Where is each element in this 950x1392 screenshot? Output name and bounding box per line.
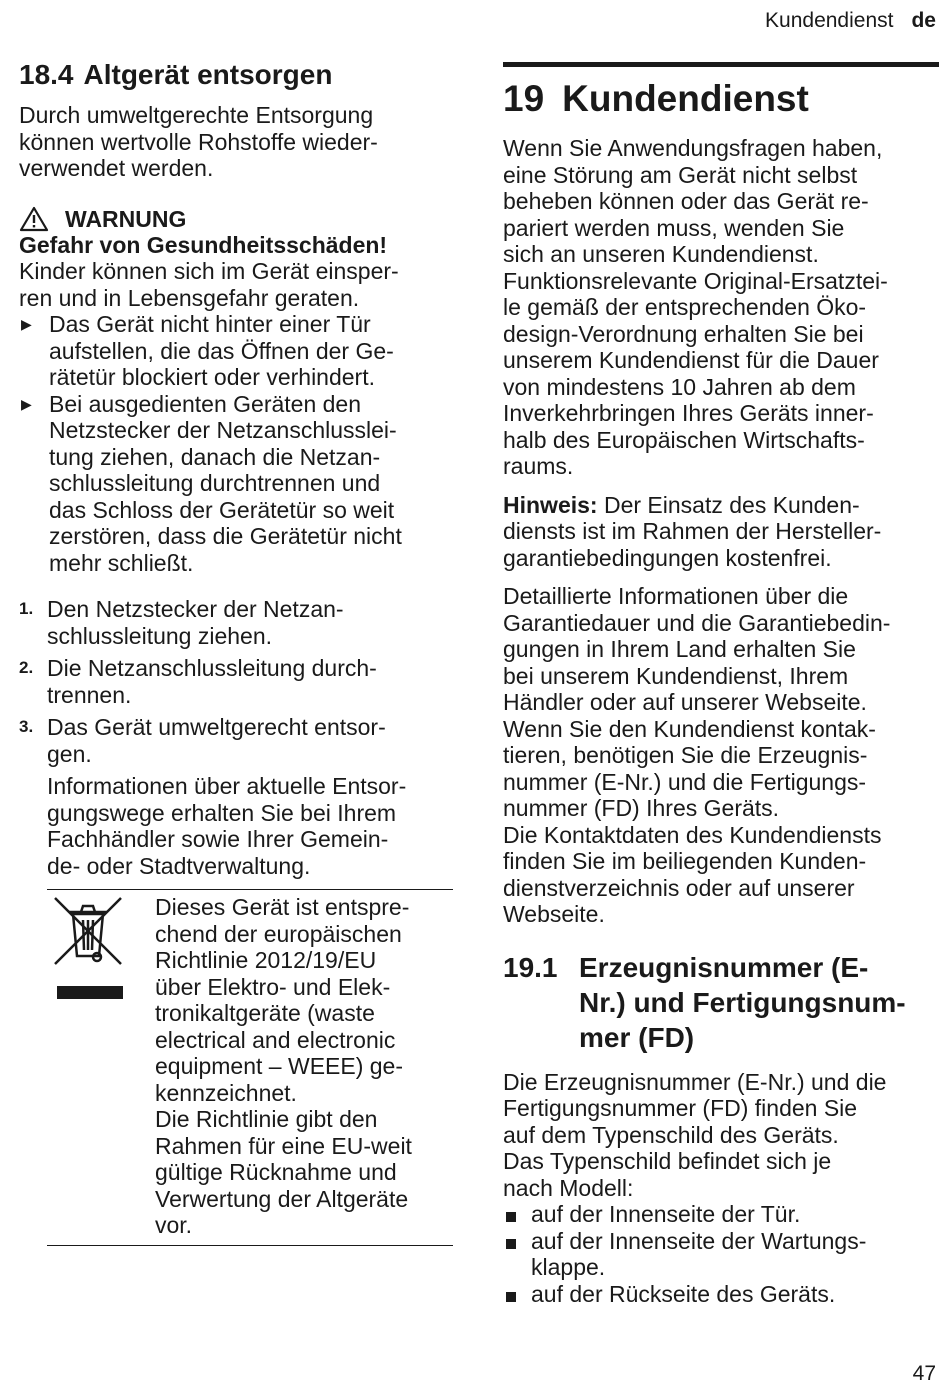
subsection-number: 19.1 [503,951,558,983]
section-heading-18-4 [19,58,457,92]
hint-paragraph: Hinweis: Der Einsatz des Kunden- diensts ist im Rahmen der Hersteller- garantiebedingungen kostenfrei. [503,491,882,571]
running-header [765,8,936,34]
crossed-bin-icon [47,894,127,1006]
right-column [503,62,939,1307]
warning-text: Kinder können sich im Gerät einsper- ren und in Lebensgefahr geraten. [19,258,399,311]
warning-label: WARNUNG [65,205,187,232]
section-number: 18.4 [19,59,74,90]
weee-text: Dieses Gerät ist entspre- chend der europäischen Richtlinie 2012/19/EU über Elektro- und Elek- tronikaltgeräte (waste electrical and electronic equipment – WEEE) ge- kennzeichnet. Die Richtlinie gibt den Rahmen für eine EU-weit gültige Rücknahme und Verwertung der Altgeräte vor. [155,894,412,1238]
hint-label: Hinweis: [503,491,598,518]
header-section: Kundendienst [765,9,894,32]
service-paragraph: Wenn Sie Anwendungsfragen haben, eine Störung am Gerät nicht selbst beheben können oder das Gerät re- pariert werden muss, wenden Sie sich an unseren Kundendienst. Funktionsrelevante Original-Ersatztei- le gemäß der entsprechenden Öko- design-Verordnung erhalten Sie bei unserem Kundendienst für die Dauer von mindestens 10 Jahren ab dem Inverkehrbringen Ihres Geräts inner- halb des Europäischen Wirtschafts- raums. [503,135,888,479]
details-paragraph: Detaillierte Informationen über die Garantiedauer und die Garantiebedin- gungen in Ihrem Land erhalten Sie bei unserem Kundendienst, Ihrem Händler oder auf unserer Webseite. Wenn Sie den Kundendienst kontak- tieren, benötigen Sie die Erzeugnis- nummer (E-Nr.) und die Fertigungs- nummer (FD) Ihres Geräts. Die Kontaktdaten des Kundendiensts finden Sie im beiliegenden Kunden- dienstverzeichnis oder auf unserer Webseite. [503,583,891,927]
left-column [19,58,457,1246]
page-number: 47 [912,1362,936,1385]
square-bullet-icon [503,1228,531,1281]
chapter-number: 19 [503,78,545,119]
header-language: de [911,9,936,32]
nameplate-paragraph: Die Erzeugnisnummer (E-Nr.) und die Fertigungsnummer (FD) finden Sie auf dem Typenschild des Geräts. Das Typenschild befindet sich je nach Modell: [503,1068,887,1201]
chapter-heading [503,77,939,121]
triangle-bullet-icon: ▶ [21,395,32,412]
step-item: 2. Die Netzanschlussleitung durch- trennen. [19,655,377,708]
triangle-bullet-icon: ▶ [21,316,32,332]
square-bullet-icon [503,1201,531,1228]
list-item: auf der Innenseite der Tür. [503,1201,939,1228]
warning-bullet: ▶ Das Gerät nicht hinter einer Tür aufstellen, die das Öffnen der Ge- rätetür blockiert oder verhindert. [21,311,394,390]
chapter-rule [503,62,939,67]
step-item: 3. Das Gerät umweltgerecht entsor- gen. [19,714,386,767]
warning-heading [19,206,457,232]
list-item: auf der Innenseite der Wartungs- klappe. [503,1228,939,1281]
section-title: Altgerät entsorgen [83,59,333,90]
step-item: 1. Den Netzstecker der Netzan- schlussleitung ziehen. [19,596,344,649]
disposal-steps [19,596,457,767]
intro-paragraph: Durch umweltgerechte Entsorgung können wertvolle Rohstoffe wieder- verwendet werden. [19,102,378,181]
subsection-title: Erzeugnisnummer (E- Nr.) und Fertigungsnum- mer (FD) [579,951,906,1053]
warning-bullet: ▶ Bei ausgedienten Geräten den Netzstecker der Netzanschlusslei- tung ziehen, danach die Netzan- schlussleitung durchtrennen und das Schloss der Gerätetür so weit zerstören, dass die Gerätetür nicht mehr schließt. [21,390,402,576]
square-bullet-icon [503,1281,531,1308]
weee-notice [47,889,453,1246]
subsection-heading-19-1 [503,950,939,1055]
disposal-info: Informationen über aktuelle Entsor- gungswege erhalten Sie bei Ihrem Fachhändler sowie Ihrer Gemein- de- oder Stadtverwaltung. [47,773,407,879]
warning-triangle-icon [19,206,49,232]
warning-title: Gefahr von Gesundheitsschäden! [19,231,388,258]
chapter-title: Kundendienst [562,78,809,119]
list-item: auf der Rückseite des Geräts. [503,1281,939,1308]
